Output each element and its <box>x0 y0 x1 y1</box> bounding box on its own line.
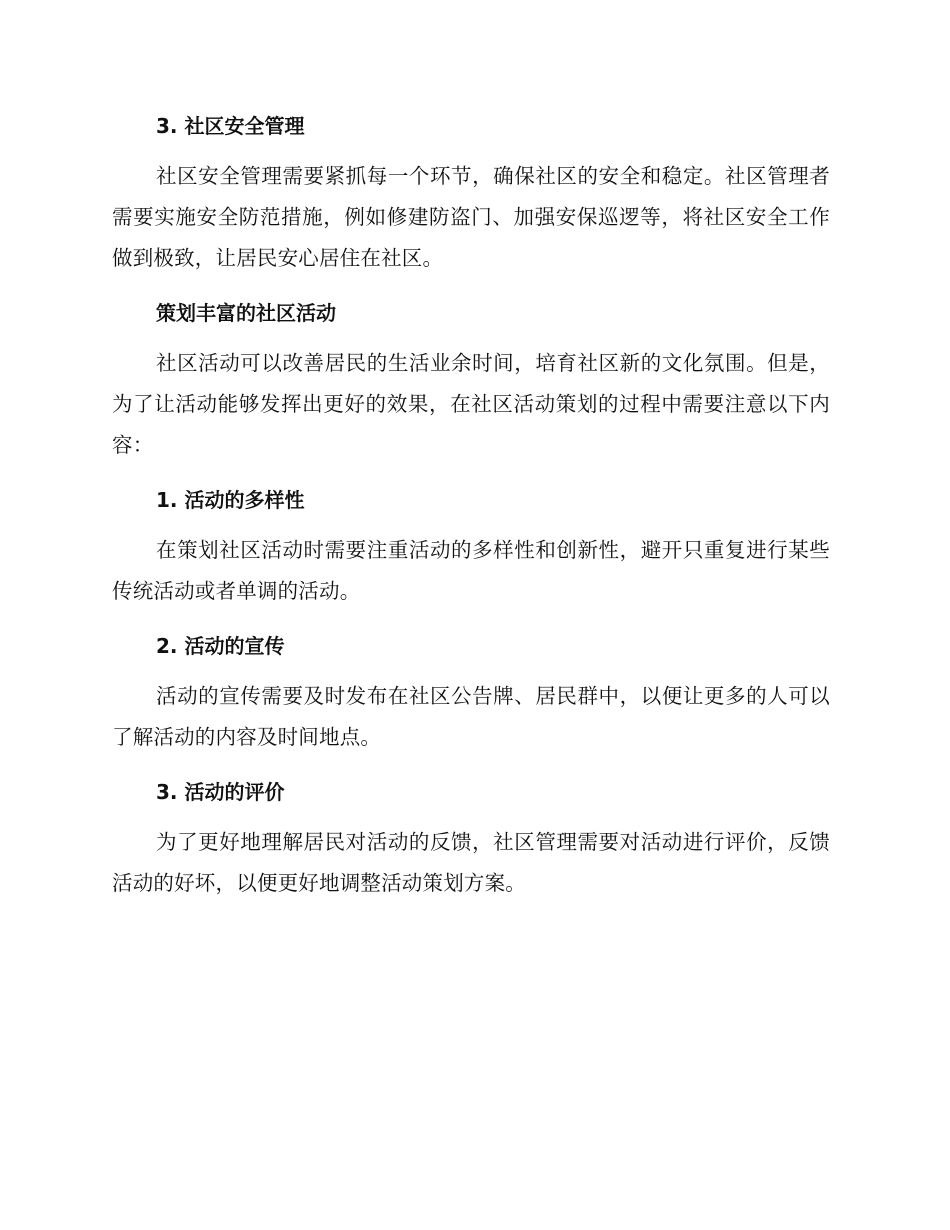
section-heading-activity-promotion: 2. 活动的宣传 <box>156 634 285 658</box>
section-heading-community-safety: 3. 社区安全管理 <box>156 114 305 138</box>
section-heading-activity-evaluation: 3. 活动的评价 <box>156 780 285 804</box>
section-heading-plan-activities: 策划丰富的社区活动 <box>156 301 336 325</box>
document-body <box>112 104 830 904</box>
paragraph-plan-activities: 社区活动可以改善居民的生活业余时间，培育社区新的文化氛围。但是，为了让活动能够发挥出更好的效果，在社区活动策划的过程中需要注意以下内容： <box>112 351 830 457</box>
paragraph-activity-diversity: 在策划社区活动时需要注重活动的多样性和创新性，避开只重复进行某些传统活动或者单调的活动。 <box>112 538 830 603</box>
paragraph-activity-promotion: 活动的宣传需要及时发布在社区公告牌、居民群中，以便让更多的人可以了解活动的内容及时间地点。 <box>112 684 830 749</box>
section-heading-activity-diversity: 1. 活动的多样性 <box>156 488 305 512</box>
paragraph-community-safety: 社区安全管理需要紧抓每一个环节，确保社区的安全和稳定。社区管理者需要实施安全防范措施，例如修建防盗门、加强安保巡逻等，将社区安全工作做到极致，让居民安心居住在社区。 <box>112 164 830 270</box>
paragraph-activity-evaluation: 为了更好地理解居民对活动的反馈，社区管理需要对活动进行评价，反馈活动的好坏，以便更好地调整活动策划方案。 <box>112 830 830 895</box>
